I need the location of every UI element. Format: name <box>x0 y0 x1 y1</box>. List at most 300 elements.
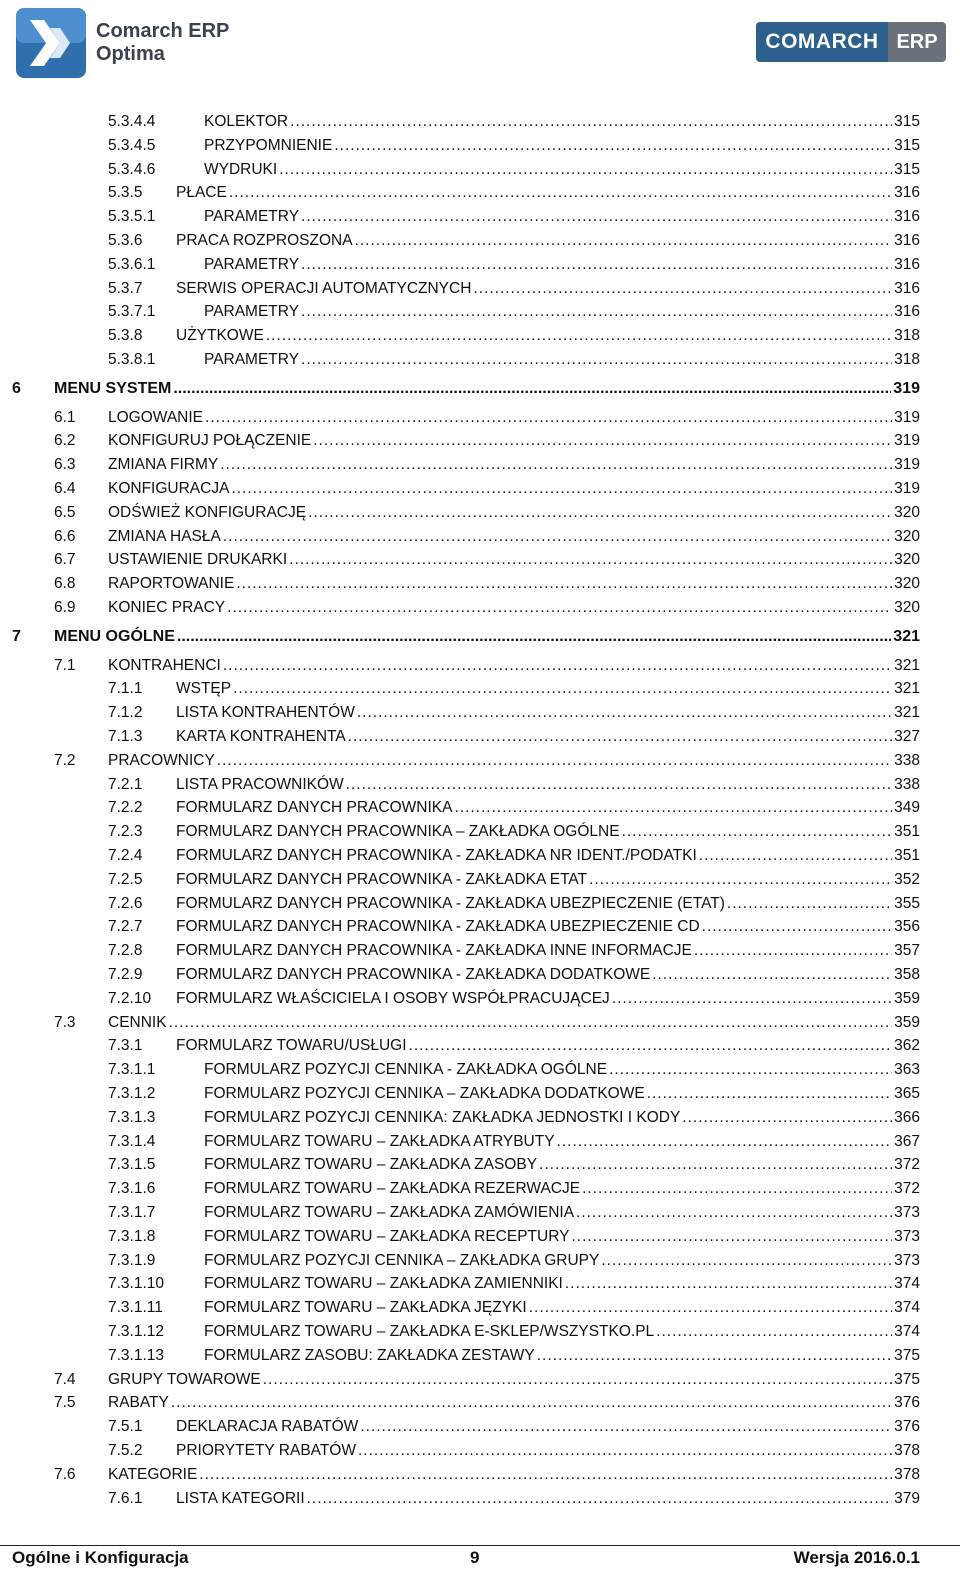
toc-entry-title: ZMIANA FIRMY <box>108 456 219 474</box>
toc-dot-leader <box>702 916 892 938</box>
toc-dot-leader <box>473 278 892 300</box>
toc-entry-page: 338 <box>894 751 920 769</box>
toc-entry-title: FORMULARZ DANYCH PRACOWNIKA - ZAKŁADKA UBEZPIECZENIE (ETAT) <box>176 894 725 912</box>
toc-entry-page: 358 <box>894 966 920 983</box>
toc-entry[interactable] <box>108 1440 920 1462</box>
toc-entry-number: 5.3.8 <box>108 327 143 345</box>
toc-entry-number: 5.3.8.1 <box>108 351 156 368</box>
toc-entry-page: 320 <box>894 503 920 521</box>
toc-entry-title: PRZYPOMNIENIE <box>204 136 333 154</box>
toc-entry[interactable] <box>54 597 920 619</box>
toc-entry-number: 7.5 <box>54 1394 76 1412</box>
toc-entry-page: 318 <box>894 327 920 345</box>
toc-entry-number: 7.4 <box>54 1370 76 1388</box>
toc-entry-title: WSTĘP <box>176 680 232 698</box>
toc-entry[interactable] <box>108 1345 920 1367</box>
toc-entry-title: PARAMETRY <box>204 351 300 368</box>
toc-entry-number: 6.2 <box>54 432 76 450</box>
toc-entry[interactable] <box>108 1416 920 1438</box>
toc-entry-page: 359 <box>894 989 920 1007</box>
toc-entry-title: FORMULARZ TOWARU – ZAKŁADKA E-SKLEP/WSZYSTKO.PL <box>204 1323 655 1340</box>
toc-entry-title: FORMULARZ POZYCJI CENNIKA – ZAKŁADKA DODATKOWE <box>204 1085 645 1102</box>
toc-entry-page: 316 <box>894 184 920 202</box>
toc-entry[interactable] <box>54 1369 920 1391</box>
toc-entry-title: FORMULARZ DANYCH PRACOWNIKA - ZAKŁADKA INNE INFORMACJE <box>176 942 692 960</box>
toc-entry-number: 7.3.1.8 <box>108 1227 156 1245</box>
toc-entry-number: 7.5.1 <box>108 1418 143 1436</box>
footer-page-number: 9 <box>470 1548 480 1567</box>
toc-entry-page: 319 <box>894 432 920 450</box>
toc-entry-title: KONFIGURUJ POŁĄCZENIE <box>108 432 312 450</box>
toc-entry-page: 321 <box>894 680 920 698</box>
toc-entry-number: 6.5 <box>54 503 76 521</box>
toc-entry-number: 7.2.6 <box>108 894 143 912</box>
toc-entry-title: FORMULARZ DANYCH PRACOWNIKA – ZAKŁADKA OGÓLNE <box>176 823 620 841</box>
toc-entry-title: FORMULARZ TOWARU – ZAKŁADKA ZAMÓWIENIA <box>204 1204 575 1221</box>
toc-entry-title: WYDRUKI <box>204 160 278 178</box>
toc-entry-title: PRIORYTETY RABATÓW <box>176 1442 356 1459</box>
toc-entry-page: 359 <box>894 1013 920 1031</box>
toc-dot-leader <box>589 869 892 891</box>
toc-dot-leader <box>357 702 892 724</box>
toc-entry-number: 7.3.1.2 <box>108 1085 156 1102</box>
toc-entry[interactable] <box>108 349 920 371</box>
toc-dot-leader <box>647 1083 892 1105</box>
toc-entry[interactable] <box>54 1464 920 1486</box>
toc-entry-title: FORMULARZ TOWARU – ZAKŁADKA REZERWACJE <box>204 1180 581 1198</box>
toc-entry-page: 316 <box>894 255 920 273</box>
toc-entry-number: 7.3.1.10 <box>108 1275 165 1293</box>
toc-entry-page: 363 <box>894 1061 920 1079</box>
toc-entry-number: 7.3.1.4 <box>108 1132 156 1150</box>
toc-entry-title: PARAMETRY <box>204 208 300 226</box>
toc-dot-leader <box>409 1035 893 1057</box>
toc-entry-page: 320 <box>894 527 920 545</box>
toc-entry-number: 7.3.1.9 <box>108 1251 156 1269</box>
toc-dot-leader <box>301 206 892 228</box>
toc-entry-page: 372 <box>894 1180 920 1198</box>
toc-entry-title: FORMULARZ TOWARU – ZAKŁADKA JĘZYKI <box>204 1299 527 1317</box>
toc-entry-number: 7.1 <box>54 656 76 674</box>
toc-entry-page: 373 <box>894 1204 920 1221</box>
toc-entry[interactable] <box>108 254 920 276</box>
toc-entry[interactable] <box>108 1488 920 1510</box>
comarch-brand-label: COMARCH <box>756 22 888 62</box>
toc-entry[interactable] <box>108 1202 920 1224</box>
toc-entry[interactable] <box>108 230 920 252</box>
toc-entry[interactable] <box>108 182 920 204</box>
toc-entry-page: 376 <box>894 1418 920 1436</box>
toc-entry-page: 373 <box>894 1227 920 1245</box>
toc-entry[interactable] <box>54 655 920 677</box>
toc-entry-page: 320 <box>894 599 920 616</box>
toc-dot-leader <box>454 797 892 819</box>
toc-entry[interactable] <box>108 1035 920 1057</box>
toc-entry-title: ZMIANA HASŁA <box>108 527 221 545</box>
toc-entry-number: 7.2.8 <box>108 942 143 960</box>
toc-dot-leader <box>582 1178 892 1200</box>
toc-entry-number: 7.3.1.12 <box>108 1323 165 1340</box>
toc-entry-number: 7.3 <box>54 1013 76 1031</box>
toc-dot-leader <box>223 655 892 677</box>
toc-entry-title: KONFIGURACJA <box>108 480 230 497</box>
toc-entry[interactable] <box>108 678 920 700</box>
toc-entry[interactable] <box>54 750 920 772</box>
toc-entry-number: 7.2.10 <box>108 989 152 1007</box>
toc-entry[interactable] <box>108 1273 920 1295</box>
toc-entry-number: 6.7 <box>54 551 76 569</box>
toc-dot-leader <box>652 964 892 986</box>
toc-dot-leader <box>355 230 893 252</box>
toc-entry-page: 315 <box>894 113 920 130</box>
toc-entry-title: FORMULARZ TOWARU – ZAKŁADKA ZAMIENNIKI <box>204 1275 563 1293</box>
toc-entry-page: 315 <box>894 136 920 154</box>
toc-entry-number: 7.2.7 <box>108 918 143 936</box>
toc-dot-leader <box>334 135 892 157</box>
toc-entry[interactable] <box>108 1321 920 1343</box>
toc-entry[interactable] <box>108 797 920 819</box>
toc-entry-page: 319 <box>893 379 920 397</box>
toc-entry[interactable] <box>108 1250 920 1272</box>
erp-brand-label: ERP <box>888 22 946 62</box>
toc-entry-title: PARAMETRY <box>204 303 300 321</box>
toc-dot-leader <box>266 325 892 347</box>
toc-dot-leader <box>301 254 892 276</box>
toc-dot-leader <box>199 1464 892 1486</box>
toc-entry-title: LOGOWANIE <box>108 408 204 426</box>
toc-entry-title: KARTA KONTRAHENTA <box>176 728 346 745</box>
toc-entry-title: CENNIK <box>108 1013 167 1031</box>
toc-entry-number: 7.3.1.6 <box>108 1180 156 1198</box>
toc-entry[interactable] <box>54 526 920 548</box>
toc-dot-leader <box>279 159 892 181</box>
toc-entry[interactable] <box>108 1154 920 1176</box>
toc-entry[interactable] <box>108 726 920 748</box>
toc-entry[interactable] <box>54 454 920 476</box>
toc-entry-title: FORMULARZ DANYCH PRACOWNIKA - ZAKŁADKA DODATKOWE <box>176 966 651 983</box>
toc-dot-leader <box>289 549 892 571</box>
toc-dot-leader <box>537 1345 892 1367</box>
toc-entry-number: 7.6 <box>54 1465 76 1483</box>
toc-entry-page: 318 <box>894 351 920 368</box>
toc-dot-leader <box>263 1369 892 1391</box>
toc-entry[interactable] <box>108 988 920 1010</box>
toc-entry-title: FORMULARZ TOWARU – ZAKŁADKA RECEPTURY <box>204 1227 570 1245</box>
toc-entry-page: 316 <box>894 208 920 226</box>
toc-dot-leader <box>301 301 892 323</box>
logo-line-1: Comarch ERP <box>96 20 230 42</box>
toc-entry[interactable] <box>108 821 920 843</box>
toc-entry-page: 319 <box>894 408 920 426</box>
toc-entry-title: FORMULARZ POZYCJI CENNIKA: ZAKŁADKA JEDNOSTKI I KODY <box>204 1108 681 1126</box>
toc-dot-leader <box>622 821 893 843</box>
toc-entry-page: 321 <box>893 627 920 645</box>
toc-entry[interactable] <box>108 940 920 962</box>
toc-entry-number: 5.3.4.4 <box>108 113 156 130</box>
toc-entry-number: 7.3.1.1 <box>108 1061 156 1079</box>
toc-entry[interactable] <box>108 964 920 986</box>
toc-entry-number: 7.6.1 <box>108 1489 143 1507</box>
toc-entry-title: USTAWIENIE DRUKARKI <box>108 551 288 569</box>
toc-dot-leader <box>171 1392 892 1414</box>
toc-entry[interactable] <box>108 916 920 938</box>
toc-entry-number: 7.5.2 <box>108 1442 143 1459</box>
toc-entry-page: 365 <box>894 1085 920 1102</box>
toc-entry-number: 5.3.4.6 <box>108 160 156 178</box>
toc-dot-leader <box>236 573 892 595</box>
toc-entry[interactable] <box>108 893 920 915</box>
toc-entry-number: 7.3.1.5 <box>108 1156 156 1174</box>
toc-entry[interactable] <box>108 159 920 181</box>
toc-entry-number: 6.3 <box>54 456 76 474</box>
toc-entry-title: PARAMETRY <box>204 255 300 273</box>
toc-dot-leader <box>699 845 892 867</box>
toc-entry[interactable] <box>12 626 920 648</box>
toc-dot-leader <box>682 1107 892 1129</box>
toc-entry[interactable] <box>54 1012 920 1034</box>
toc-entry-title: FORMULARZ POZYCJI CENNIKA - ZAKŁADKA OGÓLNE <box>204 1061 608 1079</box>
toc-entry-number: 5.3.7.1 <box>108 303 156 321</box>
toc-entry[interactable] <box>108 1178 920 1200</box>
toc-entry-title: LISTA KONTRAHENTÓW <box>176 704 355 722</box>
toc-entry-title: MENU SYSTEM <box>54 379 172 397</box>
toc-entry[interactable] <box>54 573 920 595</box>
toc-entry-number: 7.2.3 <box>108 823 143 841</box>
toc-entry-title: KONTRAHENCI <box>108 656 221 674</box>
toc-dot-leader <box>727 893 892 915</box>
toc-entry-number: 6.1 <box>54 408 76 426</box>
toc-entry-page: 327 <box>894 728 920 745</box>
toc-entry-number: 5.3.5.1 <box>108 208 156 226</box>
toc-entry[interactable] <box>108 325 920 347</box>
toc-dot-leader <box>529 1297 892 1319</box>
toc-entry-number: 7.3.1.3 <box>108 1108 156 1126</box>
toc-entry[interactable] <box>108 869 920 891</box>
toc-entry-page: 373 <box>894 1251 920 1269</box>
toc-entry-number: 5.3.6.1 <box>108 255 156 273</box>
toc-entry-title: FORMULARZ DANYCH PRACOWNIKA - ZAKŁADKA NR IDENT./PODATKI <box>176 847 697 864</box>
toc-entry-page: 351 <box>894 823 920 841</box>
toc-entry[interactable] <box>108 206 920 228</box>
toc-dot-leader <box>229 182 892 204</box>
toc-entry[interactable] <box>108 845 920 867</box>
toc-dot-leader <box>576 1202 892 1224</box>
toc-entry-page: 338 <box>894 775 920 793</box>
toc-entry[interactable] <box>108 1131 920 1153</box>
toc-entry-page: 375 <box>894 1346 920 1364</box>
toc-entry-title: LISTA PRACOWNIKÓW <box>176 775 344 793</box>
toc-entry-title: DEKLARACJA RABATÓW <box>176 1418 359 1436</box>
toc-entry-number: 5.3.5 <box>108 184 143 202</box>
toc-dot-leader <box>557 1131 893 1153</box>
toc-entry-title: GRUPY TOWAROWE <box>108 1370 261 1388</box>
toc-entry-page: 366 <box>894 1108 920 1126</box>
toc-dot-leader <box>565 1273 892 1295</box>
toc-entry-page: 320 <box>894 551 920 569</box>
toc-entry-number: 5.3.6 <box>108 232 143 249</box>
toc-entry-title: FORMULARZ TOWARU – ZAKŁADKA ATRYBUTY <box>204 1132 555 1150</box>
toc-entry[interactable] <box>108 111 920 133</box>
toc-entry[interactable] <box>54 1392 920 1414</box>
toc-entry-number: 7.2.2 <box>108 799 143 817</box>
toc-entry-title: LISTA KATEGORII <box>176 1489 305 1507</box>
toc-entry[interactable] <box>108 1297 920 1319</box>
toc-dot-leader <box>223 526 892 548</box>
toc-dot-leader <box>346 774 892 796</box>
toc-entry-title: RABATY <box>108 1394 169 1412</box>
toc-entry[interactable] <box>108 135 920 157</box>
toc-entry-title: FORMULARZ TOWARU – ZAKŁADKA ZASOBY <box>204 1156 538 1174</box>
toc-entry[interactable] <box>54 549 920 571</box>
toc-entry-title: UŻYTKOWE <box>176 327 264 345</box>
toc-entry-number: 7.3.1.13 <box>108 1346 165 1364</box>
toc-entry-title: FORMULARZ DANYCH PRACOWNIKA - ZAKŁADKA UBEZPIECZENIE CD <box>176 918 700 936</box>
toc-entry-page: 351 <box>894 847 920 864</box>
toc-entry-page: 372 <box>894 1156 920 1174</box>
toc-dot-leader <box>177 626 891 648</box>
toc-entry-title: FORMULARZ POZYCJI CENNIKA – ZAKŁADKA GRUPY <box>204 1251 600 1269</box>
toc-entry-page: 378 <box>894 1442 920 1459</box>
toc-entry[interactable] <box>108 1107 920 1129</box>
toc-dot-leader <box>308 502 892 524</box>
toc-entry-number: 6.6 <box>54 527 76 545</box>
toc-entry-title: KONIEC PRACY <box>108 599 226 616</box>
toc-entry-title: PŁACE <box>176 184 227 202</box>
toc-dot-leader <box>313 430 892 452</box>
toc-dot-leader <box>231 478 892 500</box>
toc-dot-leader <box>220 454 892 476</box>
toc-dot-leader <box>694 940 892 962</box>
toc-entry-page: 355 <box>894 894 920 912</box>
toc-entry-title: FORMULARZ DANYCH PRACOWNIKA <box>176 799 453 817</box>
toc-entry-title: FORMULARZ DANYCH PRACOWNIKA - ZAKŁADKA ETAT <box>176 870 588 888</box>
toc-entry-page: 376 <box>894 1394 920 1412</box>
toc-entry-number: 5.3.7 <box>108 279 143 297</box>
toc-entry-title: FORMULARZ WŁAŚCICIELA I OSOBY WSPÓŁPRACUJĄCEJ <box>176 989 610 1007</box>
toc-entry-title: PRACOWNICY <box>108 751 215 769</box>
toc-dot-leader <box>290 111 892 133</box>
toc-entry[interactable] <box>12 378 920 400</box>
toc-entry-title: PRACA ROZPROSZONA <box>176 232 353 249</box>
toc-entry-number: 7.3.1.7 <box>108 1204 156 1221</box>
toc-entry[interactable] <box>54 430 920 452</box>
toc-entry-number: 7.2 <box>54 751 76 769</box>
comarch-erp-optima-logo <box>16 8 229 78</box>
footer-version: Wersja 2016.0.1 <box>793 1548 920 1567</box>
toc-entry-page: 319 <box>894 480 920 497</box>
toc-entry[interactable] <box>54 502 920 524</box>
footer-document-title: Ogólne i Konfiguracja <box>12 1548 189 1567</box>
toc-entry-number: 6 <box>12 379 21 397</box>
toc-entry-page: 367 <box>894 1132 920 1150</box>
toc-entry-page: 315 <box>894 160 920 178</box>
toc-entry-page: 316 <box>894 232 920 249</box>
toc-entry[interactable] <box>108 1059 920 1081</box>
toc-entry-number: 7.2.1 <box>108 775 143 793</box>
toc-entry-page: 362 <box>894 1037 920 1055</box>
toc-dot-leader <box>609 1059 892 1081</box>
toc-entry-title: FORMULARZ ZASOBU: ZAKŁADKA ZESTAWY <box>204 1346 535 1364</box>
toc-entry-number: 5.3.4.5 <box>108 136 156 154</box>
toc-entry-number: 6.9 <box>54 599 76 616</box>
toc-dot-leader <box>233 678 892 700</box>
toc-entry-page: 374 <box>894 1299 920 1317</box>
toc-dot-leader <box>205 407 892 429</box>
toc-dot-leader <box>217 750 892 772</box>
optima-logo-icon <box>16 8 86 78</box>
page-footer <box>0 1545 960 1570</box>
toc-dot-leader <box>227 597 892 619</box>
toc-entry[interactable] <box>108 774 920 796</box>
toc-entry-number: 7 <box>12 627 21 645</box>
toc-entry-number: 7.1.3 <box>108 728 143 745</box>
toc-entry-title: MENU OGÓLNE <box>54 627 175 645</box>
toc-entry[interactable] <box>108 1226 920 1248</box>
logo-line-2: Optima <box>96 43 165 65</box>
toc-entry-page: 379 <box>894 1489 920 1507</box>
toc-entry-title: ODŚWIEŻ KONFIGURACJĘ <box>108 503 307 521</box>
toc-dot-leader <box>358 1440 892 1462</box>
toc-entry-page: 349 <box>894 799 920 817</box>
toc-dot-leader <box>307 1488 893 1510</box>
toc-entry-page: 321 <box>894 704 920 722</box>
toc-entry-number: 7.2.5 <box>108 870 143 888</box>
toc-dot-leader <box>571 1226 892 1248</box>
toc-entry-page: 378 <box>894 1465 920 1483</box>
toc-entry[interactable] <box>54 407 920 429</box>
toc-entry-page: 321 <box>894 656 920 674</box>
toc-entry-title: KATEGORIE <box>108 1465 198 1483</box>
toc-entry-number: 7.1.2 <box>108 704 143 722</box>
toc-entry-page: 319 <box>894 456 920 474</box>
toc-entry[interactable] <box>108 1083 920 1105</box>
toc-entry[interactable] <box>108 301 920 323</box>
toc-entry-number: 7.3.1 <box>108 1037 143 1055</box>
toc-entry-number: 7.2.4 <box>108 847 143 864</box>
toc-dot-leader <box>169 1012 893 1034</box>
toc-entry-page: 320 <box>894 575 920 593</box>
toc-entry-title: RAPORTOWANIE <box>108 575 235 593</box>
page-header <box>0 0 960 100</box>
toc-entry[interactable] <box>108 278 920 300</box>
toc-dot-leader <box>301 349 892 371</box>
toc-dot-leader <box>656 1321 892 1343</box>
toc-entry-number: 7.2.9 <box>108 966 143 983</box>
toc-entry-number: 7.3.1.11 <box>108 1299 163 1317</box>
toc-entry-page: 375 <box>894 1370 920 1388</box>
toc-entry-page: 316 <box>894 303 920 321</box>
toc-entry-page: 374 <box>894 1275 920 1293</box>
toc-entry-page: 356 <box>894 918 920 936</box>
toc-entry-title: KOLEKTOR <box>204 113 289 130</box>
toc-entry-title: FORMULARZ TOWARU/USŁUGI <box>176 1037 407 1055</box>
comarch-erp-logo <box>756 22 946 62</box>
toc-entry-page: 357 <box>894 942 920 960</box>
toc-entry-page: 374 <box>894 1323 920 1340</box>
toc-dot-leader <box>601 1250 892 1272</box>
toc-dot-leader <box>612 988 892 1010</box>
toc-dot-leader <box>348 726 892 748</box>
toc-entry-number: 6.4 <box>54 480 76 497</box>
toc-dot-leader <box>173 378 891 400</box>
toc-entry-title: SERWIS OPERACJI AUTOMATYCZNYCH <box>176 279 472 297</box>
toc-entry[interactable] <box>54 478 920 500</box>
toc-dot-leader <box>539 1154 892 1176</box>
toc-dot-leader <box>360 1416 892 1438</box>
toc-entry-page: 352 <box>894 870 920 888</box>
toc-entry[interactable] <box>108 702 920 724</box>
toc-entry-number: 7.1.1 <box>108 680 143 698</box>
